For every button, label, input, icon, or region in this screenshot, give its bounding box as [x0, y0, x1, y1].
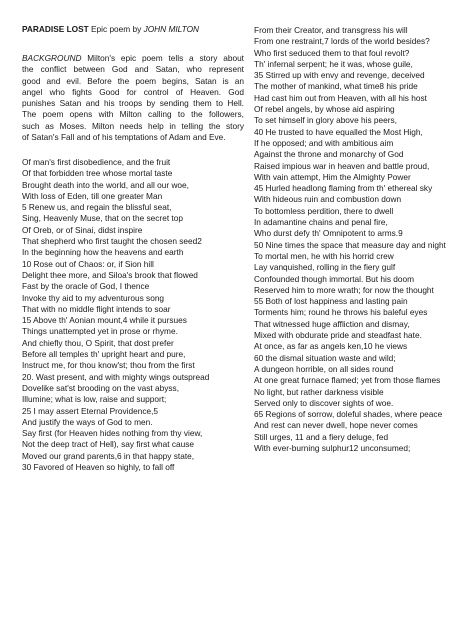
background-line: the conflict between God and Satan, who represent: [22, 64, 244, 75]
poem-line: Before all temples th' upright heart and pure,: [22, 349, 186, 360]
poem-line: Delight thee more, and Siloa's brook that flowed: [22, 269, 198, 280]
background-text: Milton's epic poem tells a story about: [81, 53, 244, 63]
poem-line: From one restraint,7 lords of the world besides?: [254, 36, 430, 47]
poem-line: Fast by the oracle of God, I thence: [22, 281, 150, 292]
poem-line: To set himself in glory above his peers,: [254, 115, 397, 126]
poem-line: To mortal men, he with his horrid crew: [254, 250, 394, 261]
background-line: good and evil. Before the poem begins, Satan is an: [22, 75, 244, 86]
poem-line: In adamantine chains and penal fire,: [254, 217, 388, 228]
poem-line: Moved our grand parents,6 in that happy state,: [22, 450, 195, 461]
poem-line: 65 Regions of sorrow, doleful shades, where peace: [254, 409, 443, 420]
background-line: such as Moses. Milton needs help in telling the story: [22, 120, 244, 131]
poem-line: And chiefly thou, O Spirit, that dost prefer: [22, 337, 174, 348]
poem-line: Dovelike sat'st brooding on the vast abyss,: [22, 382, 180, 393]
author-name: JOHN MILTON: [143, 24, 200, 34]
poem-line: Raised impious war in heaven and battle proud,: [254, 160, 430, 171]
poem-line: Against the throne and monarchy of God: [254, 149, 404, 160]
poem-line: The mother of mankind, what time8 his pride: [254, 81, 418, 92]
background-line: of Satan's Fall and of his temptations of Adam and Eve.: [22, 132, 226, 143]
poem-line: Lay vanquished, rolling in the fiery gulf: [254, 262, 396, 273]
poem-line: With hideous ruin and combustion down: [254, 194, 402, 205]
poem-line: Instruct me, for thou know'st; thou from the first: [22, 360, 195, 371]
poem-line: Brought death into the world, and all our woe,: [22, 179, 189, 190]
poem-line: Illumine; what is low, raise and support;: [22, 394, 167, 405]
poem-line: And justify the ways of God to men.: [22, 416, 153, 427]
poem-line: Sing, Heavenly Muse, that on the secret top: [22, 213, 183, 224]
poem-line: In the beginning how the heavens and earth: [22, 247, 184, 258]
title-row: [22, 24, 199, 35]
poem-line: Mixed with obdurate pride and steadfast hate.: [254, 330, 422, 341]
poem-line: Of man's first disobedience, and the fruit: [22, 157, 171, 167]
poem-line: That shepherd who first taught the chosen seed2: [22, 236, 202, 247]
poem-line: Invoke thy aid to my adventurous song: [22, 292, 165, 303]
poem-line: No light, but rather darkness visible: [254, 386, 384, 397]
poem-line: With vain attempt, Him the Almighty Power: [254, 171, 411, 182]
poem-line: With loss of Eden, till one greater Man: [22, 190, 163, 201]
poem-line: Of Oreb, or of Sinai, didst inspire: [22, 224, 143, 235]
poem-line: Served only to discover sights of woe.: [254, 397, 394, 408]
poem-line: That witnessed huge affliction and dismay,: [254, 318, 410, 329]
poem-line: 20. Wast present, and with mighty wings outspread: [22, 371, 210, 382]
poem-line: 15 Above th' Aonian mount,4 while it pursues: [22, 315, 187, 326]
poem-line: Still urges, 11 and a fiery deluge, fed: [254, 431, 389, 442]
poem-line: Who durst defy th' Omnipotent to arms.9: [254, 228, 403, 239]
poem-line: Of that forbidden tree whose mortal taste: [22, 168, 173, 179]
poem-line: Torments him; round he throws his baleful eyes: [254, 307, 428, 318]
background-line: punishes Satan and his troops by sending them to Hell.: [22, 98, 244, 109]
poem-line: If he opposed; and with ambitious aim: [254, 137, 394, 148]
poem-line: Who first seduced them to that foul revolt?: [254, 47, 410, 58]
background-line: The poem opens with Milton calling to the followers,: [22, 109, 244, 120]
background-line: [22, 53, 244, 64]
poem-line: 45 Hurled headlong flaming from th' ethereal sky: [254, 183, 433, 194]
poem-line: 50 Nine times the space that measure day and night: [254, 239, 446, 250]
poem-line: And rest can never dwell, hope never comes: [254, 420, 418, 431]
poem-line: 40 He trusted to have equalled the Most High,: [254, 126, 423, 137]
background-label: BACKGROUND: [22, 53, 82, 63]
poem-line: Not the deep tract of Hell), say first what cause: [22, 439, 195, 450]
poem-line: 10 Rose out of Chaos: or, if Sion hill: [22, 258, 154, 269]
poem-line: Reserved him to more wrath; for now the thought: [254, 284, 434, 295]
background-line: angel who fights Good for control of Heaven. God: [22, 86, 244, 97]
poem-line: Things unattempted yet in prose or rhyme.: [22, 326, 178, 337]
poem-line: Of rebel angels, by whose aid aspiring: [254, 104, 395, 115]
poem-line: Had cast him out from Heaven, with all his host: [254, 92, 427, 103]
poem-line: Say first (for Heaven hides nothing from thy view,: [22, 428, 203, 439]
poem-line: At one great furnace flamed; yet from those flames: [254, 375, 441, 386]
poem-line: Confounded though immortal. But his doom: [254, 273, 415, 284]
poem-line: To bottomless perdition, there to dwell: [254, 205, 394, 216]
poem-line: 30 Favored of Heaven so highly, to fall off: [22, 462, 175, 473]
poem-line: A dungeon horrible, on all sides round: [254, 363, 394, 374]
poem-title: PARADISE LOST: [22, 24, 89, 34]
poem-line: 60 the dismal situation waste and wild;: [254, 352, 396, 363]
poem-line: That with no middle flight intends to soar: [22, 303, 171, 314]
poem-line: 25 I may assert Eternal Providence,5: [22, 405, 159, 416]
poem-column-right: [254, 25, 446, 454]
poem-line: From their Creator, and transgress his will: [254, 25, 408, 35]
poem-subtitle: Epic poem by: [88, 24, 144, 34]
poem-line: 5 Renew us, and regain the blissful seat,: [22, 202, 172, 213]
background-paragraph: [22, 53, 244, 143]
poem-line: 55 Both of lost happiness and lasting pain: [254, 296, 408, 307]
poem-column-left: [22, 157, 209, 473]
poem-line: Th' infernal serpent; he it was, whose guile,: [254, 58, 413, 69]
poem-line: At once, as far as angels ken,10 he views: [254, 341, 408, 352]
poem-line: 35 Stirred up with envy and revenge, deceived: [254, 70, 425, 81]
poem-line: With ever-burning sulphur12 unconsumed;: [254, 442, 411, 453]
